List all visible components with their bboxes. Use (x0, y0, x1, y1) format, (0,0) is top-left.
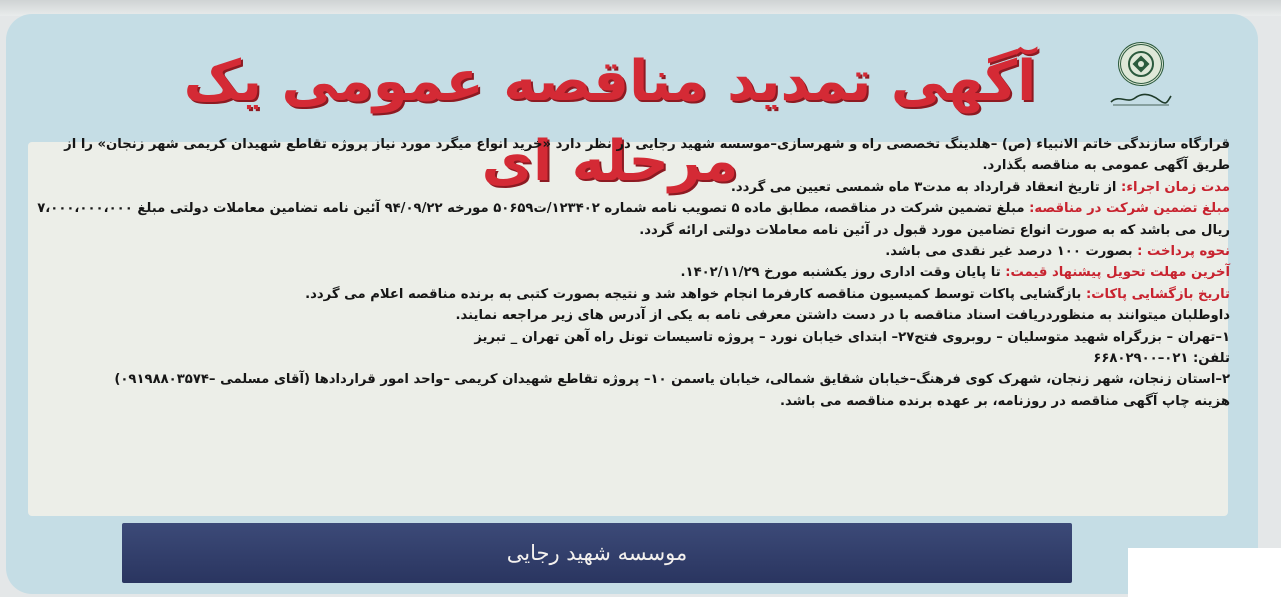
ad-title: آگهی تمدید مناقصه عمومی یک مرحله ای (183, 49, 1037, 194)
section-label: آخرین مهلت تحویل پیشنهاد قیمت: (1005, 265, 1230, 281)
section-payment (34, 241, 1230, 262)
logo-caption-graphic (1109, 92, 1173, 106)
organization-emblem-icon (1118, 42, 1164, 86)
footer-organization-name: موسسه شهید رجایی (506, 541, 688, 565)
section-guarantee (34, 198, 1230, 241)
organization-logo (1108, 42, 1174, 110)
section-opening (34, 284, 1230, 305)
section-label: نحوه پرداخت : (1137, 244, 1230, 260)
section-text: تا پایان وقت اداری روز یکشنبه مورخ ۱۴۰۲/۱۱/۲۹. (680, 265, 1006, 281)
section-text: بازگشایی پاکات توسط کمیسیون مناقصه کارفرما انجام خواهد شد و نتیجه بصورت کتبی به برنده مناقصه اعلام می گردد. (305, 286, 1086, 302)
section-label: تاریخ بازگشایی پاکات: (1085, 286, 1230, 302)
section-deadline (34, 262, 1230, 283)
phone-line: تلفن: ۰۲۱–۶۶۸۰۲۹۰۰ (1093, 351, 1230, 367)
address-zanjan: ۲–استان زنجان، شهر زنجان، شهرک کوی فرهنگ–خیابان شقایق شمالی، خیابان یاسمن ۱۰– پروژه تقاطع شهیدان کریمی –واحد امور قراردادها (آقای مسلمی –۰۹۱۹۸۸۰۳۵۷۴) (114, 372, 1230, 388)
section-text: مبلغ تضمین شرکت در مناقصه، مطابق ماده ۵ تصویب نامه شماره ۱۲۳۴۰۲/ت۵۰۶۵۹ مورخه ۹۴/۰۹/۲۲ آئین نامه تضامین معاملات دولتی مبلغ ۷،۰۰۰،۰۰۰،۰۰۰ ریال می باشد که به صورت انواع تضامین مورد قبول در آئین نامه معاملات دولتی ارائه گردد. (37, 201, 1230, 238)
section-label: مبلغ تضمین شرکت در مناقصه: (1029, 201, 1230, 217)
section-text: از تاریخ انعقاد قرارداد به مدت۳ ماه شمسی تعیین می گردد. (730, 179, 1122, 195)
footer-banner (122, 523, 1072, 583)
section-text: بصورت ۱۰۰ درصد غیر نقدی می باشد. (885, 244, 1138, 260)
section-duration (34, 177, 1230, 198)
blank-corner (1128, 548, 1281, 597)
section-label: مدت زمان اجراء: (1121, 179, 1230, 195)
cost-line: هزینه چاپ آگهی مناقصه در روزنامه، بر عهده برنده مناقصه می باشد. (780, 393, 1230, 409)
ad-body-text (34, 134, 1230, 412)
address-tehran: ۱–تهران – بزرگراه شهید متوسلیان – روبروی فتح۲۷– ابتدای خیابان نورد – پروژه تاسیسات تونل راه آهن تهران _ تبریز (474, 329, 1230, 345)
applicants-line: داوطلبان میتوانند به منظوردریافت اسناد مناقصه با در دست داشتن معرفی نامه به یکی از آدرس های زیر مراجعه نمایند. (455, 308, 1230, 324)
intro-paragraph: قرارگاه سازندگی خاتم الانبیاء (ص) –هلدینگ تخصصی راه و شهرسازی–موسسه شهید رجایی در نظر دارد «خرید انواع میگرد مورد نیاز پروژه تقاطع شهیدان کریمی شهر زنجان» را از طریق آگهی عمومی به مناقصه بگذارد. (64, 137, 1230, 174)
